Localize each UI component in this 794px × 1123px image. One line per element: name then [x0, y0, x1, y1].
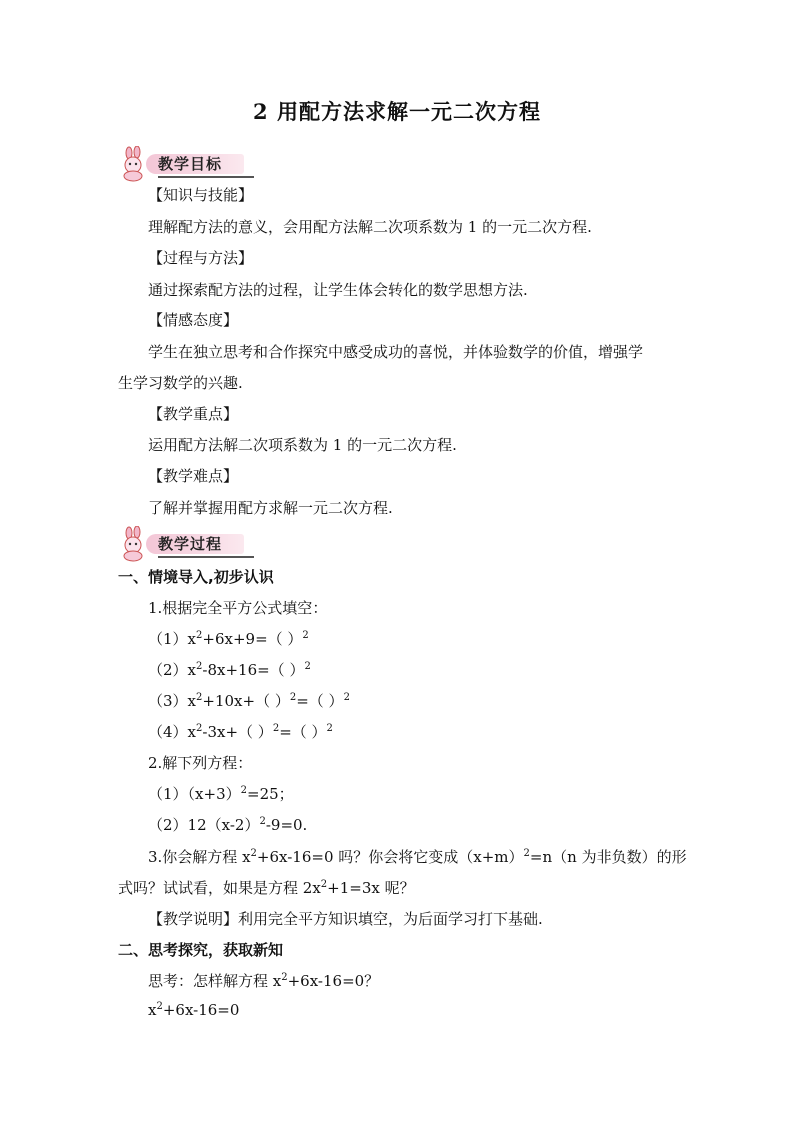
equation-line: $x^2+6x-16=0$ [148, 1001, 240, 1019]
attitude-text-line1: 学生在独立思考和合作探究中感受成功的喜悦，并体验数学的价值，增强学 [148, 343, 644, 361]
q1-item-3: $(3)x^2+10x+$（ ）$^2$=（ ）$^2$ [148, 692, 350, 710]
key-text: 运用配方法解二次项系数为 1 的一元二次方程. [148, 436, 457, 454]
page-title: 2 用配方法求解一元二次方程 [253, 99, 541, 124]
part2-title: 二、思考探究，获取新知 [118, 941, 284, 959]
knowledge-heading: 【知识与技能】 [148, 186, 254, 204]
think-question: 思考：怎样解方程 $x^2+6x-16=0$？ [148, 972, 380, 990]
q3-line2: 式吗？试试看，如果是方程 $2x^2+1=3x$ 呢？ [118, 879, 415, 897]
part1-title: 一、情境导入,初步认识 [118, 568, 274, 586]
attitude-heading: 【情感态度】 [148, 311, 239, 329]
key-heading: 【教学重点】 [148, 405, 239, 423]
q1-item-2: $(2)x^2-8x+16=$（ ）$^2$ [148, 661, 311, 679]
attitude-text-line2: 生学习数学的兴趣. [118, 374, 243, 392]
section-header-process [118, 526, 248, 562]
q2-item-2: $(2)12(x-2)^2-9=0$. [148, 816, 308, 834]
difficulty-heading: 【教学难点】 [148, 467, 239, 485]
method-heading: 【过程与方法】 [148, 249, 254, 267]
q1-item-1: $(1)x^2+6x+9=$（ ）$^2$ [148, 630, 309, 648]
q3-line1: 3.你会解方程 $x^2+6x-16=0$ 吗？你会将它变成$(x+m)^2=n(n$ 为非负数）的形 [148, 848, 687, 866]
q1-item-4: $(4)x^2-3x+$（ ）$^2$=（ ）$^2$ [148, 723, 333, 741]
section-label: 教学过程 [158, 535, 223, 553]
q1-intro: 1.根据完全平方公式填空： [148, 599, 328, 617]
q2-item-1: $(1)(x+3)^2=25$； [148, 785, 294, 803]
section-header-goals [118, 146, 248, 182]
teaching-note: 【教学说明】利用完全平方知识填空，为后面学习打下基础. [148, 910, 543, 928]
knowledge-text: 理解配方法的意义，会用配方法解二次项系数为 1 的一元二次方程. [148, 218, 592, 236]
section-label: 教学目标 [158, 155, 223, 173]
q2-intro: 2.解下列方程： [148, 754, 253, 772]
method-text: 通过探索配方法的过程，让学生体会转化的数学思想方法. [148, 281, 528, 299]
difficulty-text: 了解并掌握用配方求解一元二次方程. [148, 499, 393, 517]
